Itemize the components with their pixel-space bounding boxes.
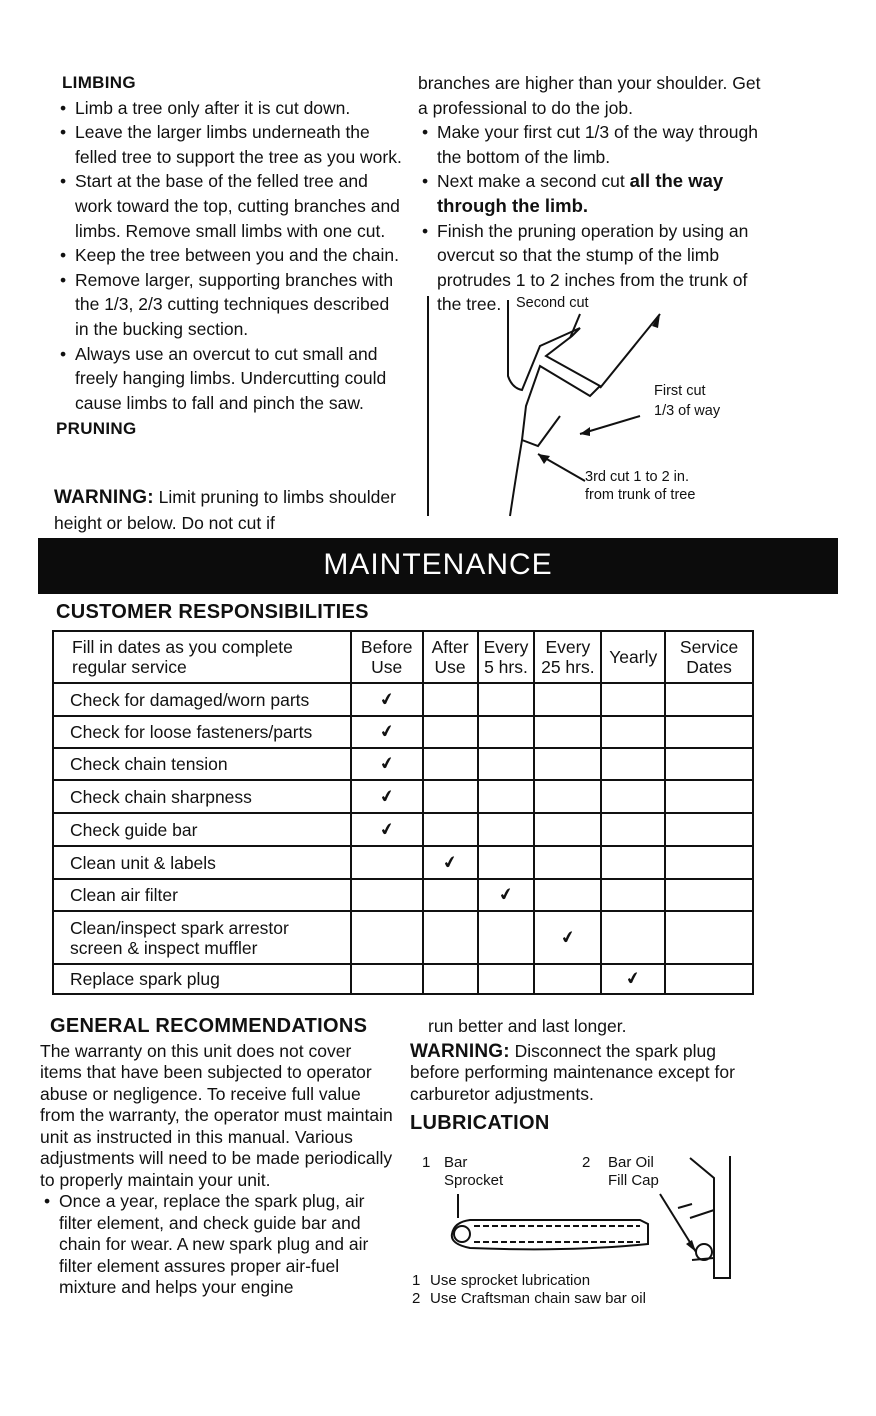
- pruning-warning-label: WARNING:: [54, 487, 154, 508]
- general-recommendations: [40, 1016, 396, 1299]
- customer-responsibilities-heading: CUSTOMER RESPONSIBILITIES: [56, 601, 369, 623]
- interval-cell: [423, 716, 478, 748]
- task-line: Check for loose fasteners/parts: [70, 722, 313, 742]
- limbing-heading: LIMBING: [62, 73, 136, 92]
- service-task: [53, 879, 351, 911]
- header-line: 5 hrs.: [484, 657, 528, 677]
- interval-cell: [478, 683, 535, 716]
- task-line: Check for damaged/worn parts: [70, 689, 310, 710]
- task-line: Replace spark plug: [70, 969, 220, 989]
- interval-cell: [351, 683, 423, 716]
- pruning-heading: PRUNING: [56, 419, 137, 439]
- list-item: • Limb a tree only after it is cut down.: [56, 96, 406, 121]
- interval-cell: [478, 716, 535, 748]
- interval-cell: [351, 964, 423, 994]
- service-date-cell[interactable]: [665, 716, 753, 748]
- interval-cell: [534, 683, 601, 716]
- list-item: • Remove larger, supporting branches with the 1/3, 2/3 cutting techniques described in the bucking section.: [56, 268, 406, 342]
- interval-cell: [601, 846, 665, 879]
- general-paragraph: The warranty on this unit does not cover items that have been subjected to operator abuse or negligence. To receive full value from the warranty, the operator must maintain unit as instructed in this manual. Various adjustments will need to be made periodically to properly maintain your unit.: [40, 1040, 393, 1190]
- label-bar: Bar: [444, 1154, 468, 1171]
- service-task: [53, 716, 351, 748]
- table-row: [53, 748, 753, 780]
- interval-cell: [351, 780, 423, 813]
- service-date-cell[interactable]: [665, 911, 753, 964]
- check-mark-icon: ✔: [624, 967, 643, 991]
- list-item: • Next make a second cut all the way through the limb.: [418, 169, 763, 218]
- service-date-cell[interactable]: [665, 879, 753, 911]
- interval-cell: [423, 683, 478, 716]
- pruning-continued: [418, 71, 763, 317]
- second-cut-label: Second cut: [516, 295, 589, 311]
- column-header: [351, 631, 423, 683]
- interval-cell: [423, 879, 478, 911]
- header-line: Use: [371, 657, 403, 677]
- service-task: [53, 846, 351, 879]
- column-header: [534, 631, 601, 683]
- interval-cell: [478, 846, 535, 879]
- interval-cell: [478, 911, 535, 964]
- interval-cell: [423, 748, 478, 780]
- lubrication-notes: [412, 1272, 752, 1308]
- column-header-task: [53, 631, 351, 683]
- list-item: • Finish the pruning operation by using an overcut so that the stump of the limb protrudes 1 to 2 inches from the trunk of the tree.: [418, 219, 763, 317]
- task-line: Clean unit & labels: [70, 852, 216, 873]
- check-mark-icon: ✔: [441, 851, 460, 874]
- task-line: Clean air filter: [70, 885, 178, 905]
- task-line: screen & inspect muffler: [70, 937, 258, 958]
- table-row: [53, 964, 753, 994]
- interval-cell: [351, 846, 423, 879]
- check-mark-icon: ✔: [377, 818, 396, 841]
- interval-cell: [478, 879, 535, 911]
- header-line: Fill in dates as you complete: [72, 637, 293, 657]
- column-header: [665, 631, 753, 683]
- label-bar-oil: Bar Oil: [608, 1154, 654, 1171]
- service-task: [53, 748, 351, 780]
- table-row: [53, 813, 753, 846]
- label-num-2: 2: [582, 1154, 591, 1171]
- label-num-1: 1: [422, 1154, 431, 1171]
- service-schedule-table: [52, 630, 754, 995]
- maintenance-warning-label: WARNING:: [410, 1040, 510, 1062]
- interval-cell: [601, 964, 665, 994]
- table-row: [53, 846, 753, 879]
- service-date-cell[interactable]: [665, 748, 753, 780]
- maintenance-warning-text: Disconnect the spark plug before performing maintenance except for carburetor adjustments.: [410, 1040, 735, 1104]
- label-fill-cap: Fill Cap: [608, 1172, 659, 1189]
- header-line: Yearly: [609, 647, 658, 667]
- task-line: Clean/inspect spark arrestor: [70, 917, 289, 938]
- interval-cell: [534, 813, 601, 846]
- maintenance-warning: [410, 1041, 760, 1106]
- pruning-warning-text-left: Limit pruning to limbs shoulder height or below. Do not cut if: [54, 487, 396, 533]
- interval-cell: [351, 716, 423, 748]
- general-continued: [410, 1016, 760, 1135]
- header-line: regular service: [72, 657, 187, 677]
- label-sprocket: Sprocket: [444, 1172, 504, 1189]
- lubrication-heading: LUBRICATION: [410, 1112, 550, 1134]
- interval-cell: [351, 748, 423, 780]
- header-line: Before: [360, 637, 413, 657]
- service-date-cell[interactable]: [665, 683, 753, 716]
- list-item: • Make your first cut 1/3 of the way through the bottom of the limb.: [418, 120, 763, 169]
- interval-cell: [423, 911, 478, 964]
- check-mark-icon: ✔: [377, 752, 396, 776]
- interval-cell: [601, 683, 665, 716]
- check-mark-icon: ✔: [558, 926, 577, 949]
- interval-cell: [351, 879, 423, 911]
- check-mark-icon: ✔: [377, 720, 396, 744]
- list-item: • Always use an overcut to cut small and freely hanging limbs. Undercutting could cause limbs to fall and pinch the saw.: [56, 342, 406, 416]
- table-row: [53, 879, 753, 911]
- check-mark-icon: ✔: [496, 883, 516, 907]
- task-line: Check guide bar: [70, 819, 198, 840]
- service-date-cell[interactable]: [665, 964, 753, 994]
- header-line: Every: [483, 637, 529, 657]
- header-line: After: [431, 637, 469, 657]
- interval-cell: [423, 780, 478, 813]
- header-line: Every: [545, 637, 591, 657]
- service-task: [53, 780, 351, 813]
- pruning-warning: [54, 485, 400, 535]
- interval-cell: [534, 846, 601, 879]
- service-date-cell[interactable]: [665, 813, 753, 846]
- list-item: • Once a year, replace the spark plug, air filter element, and check guide bar and chain for wear. A new spark plug and air filter element assures proper air-fuel mixture and helps your engine: [40, 1191, 396, 1299]
- third-cut-label: 3rd cut 1 to 2 in.: [585, 469, 689, 485]
- limbing-list: [56, 96, 406, 416]
- header-line: Dates: [686, 657, 732, 677]
- first-cut-label: First cut: [654, 383, 706, 399]
- first-cut-sublabel: 1/3 of way: [654, 403, 721, 419]
- list-item: • Keep the tree between you and the chain.: [56, 243, 406, 268]
- third-cut-sublabel: from trunk of tree: [585, 487, 696, 503]
- service-date-cell[interactable]: [665, 846, 753, 879]
- service-task: [53, 813, 351, 846]
- table-row: [53, 780, 753, 813]
- table-row: [53, 911, 753, 964]
- maintenance-title: MAINTENANCE: [323, 548, 553, 581]
- check-mark-icon: ✔: [377, 688, 396, 711]
- interval-cell: [534, 716, 601, 748]
- interval-cell: [601, 911, 665, 964]
- interval-cell: [601, 879, 665, 911]
- header-line: Service: [679, 637, 739, 657]
- lubrication-diagram: [410, 1148, 750, 1307]
- table-row: [53, 683, 753, 716]
- interval-cell: [601, 716, 665, 748]
- task-line: Check chain tension: [70, 754, 228, 774]
- general-bullet-continued: run better and last longer.: [428, 1016, 627, 1036]
- header-line: 25 hrs.: [541, 657, 595, 677]
- table-row: [53, 716, 753, 748]
- general-heading: GENERAL RECOMMENDATIONS: [50, 1015, 368, 1037]
- pruning-warning-continued: branches are higher than your shoulder. Get a professional to do the job.: [418, 73, 761, 118]
- interval-cell: [423, 964, 478, 994]
- lubrication-note: 1 Use sprocket lubrication: [412, 1272, 591, 1289]
- service-task: [53, 964, 351, 994]
- maintenance-banner: [38, 538, 838, 594]
- interval-cell: [534, 879, 601, 911]
- limbing-section: [56, 71, 406, 442]
- service-task: [53, 683, 351, 716]
- interval-cell: [534, 911, 601, 964]
- interval-cell: [534, 964, 601, 994]
- interval-cell: [423, 846, 478, 879]
- interval-cell: [534, 748, 601, 780]
- interval-cell: [478, 964, 535, 994]
- service-date-cell[interactable]: [665, 780, 753, 813]
- column-header: [601, 631, 665, 683]
- interval-cell: [601, 780, 665, 813]
- column-header: [423, 631, 478, 683]
- task-line: Check chain sharpness: [70, 786, 252, 807]
- interval-cell: [351, 813, 423, 846]
- header-line: Use: [434, 657, 466, 677]
- check-mark-icon: ✔: [377, 785, 396, 808]
- interval-cell: [423, 813, 478, 846]
- interval-cell: [478, 813, 535, 846]
- interval-cell: [601, 813, 665, 846]
- pruning-diagram: [420, 286, 780, 526]
- table-header-row: [53, 631, 753, 683]
- general-list: [40, 1191, 396, 1299]
- interval-cell: [478, 780, 535, 813]
- column-header: [478, 631, 535, 683]
- list-item: • Start at the base of the felled tree and work toward the top, cutting branches and limbs. Remove small limbs with one cut.: [56, 169, 406, 243]
- interval-cell: [351, 911, 423, 964]
- lubrication-note: 2 Use Craftsman chain saw bar oil: [412, 1290, 646, 1307]
- interval-cell: [478, 748, 535, 780]
- interval-cell: [601, 748, 665, 780]
- list-item: • Leave the larger limbs underneath the felled tree to support the tree as you work.: [56, 120, 406, 169]
- service-task: [53, 911, 351, 964]
- interval-cell: [534, 780, 601, 813]
